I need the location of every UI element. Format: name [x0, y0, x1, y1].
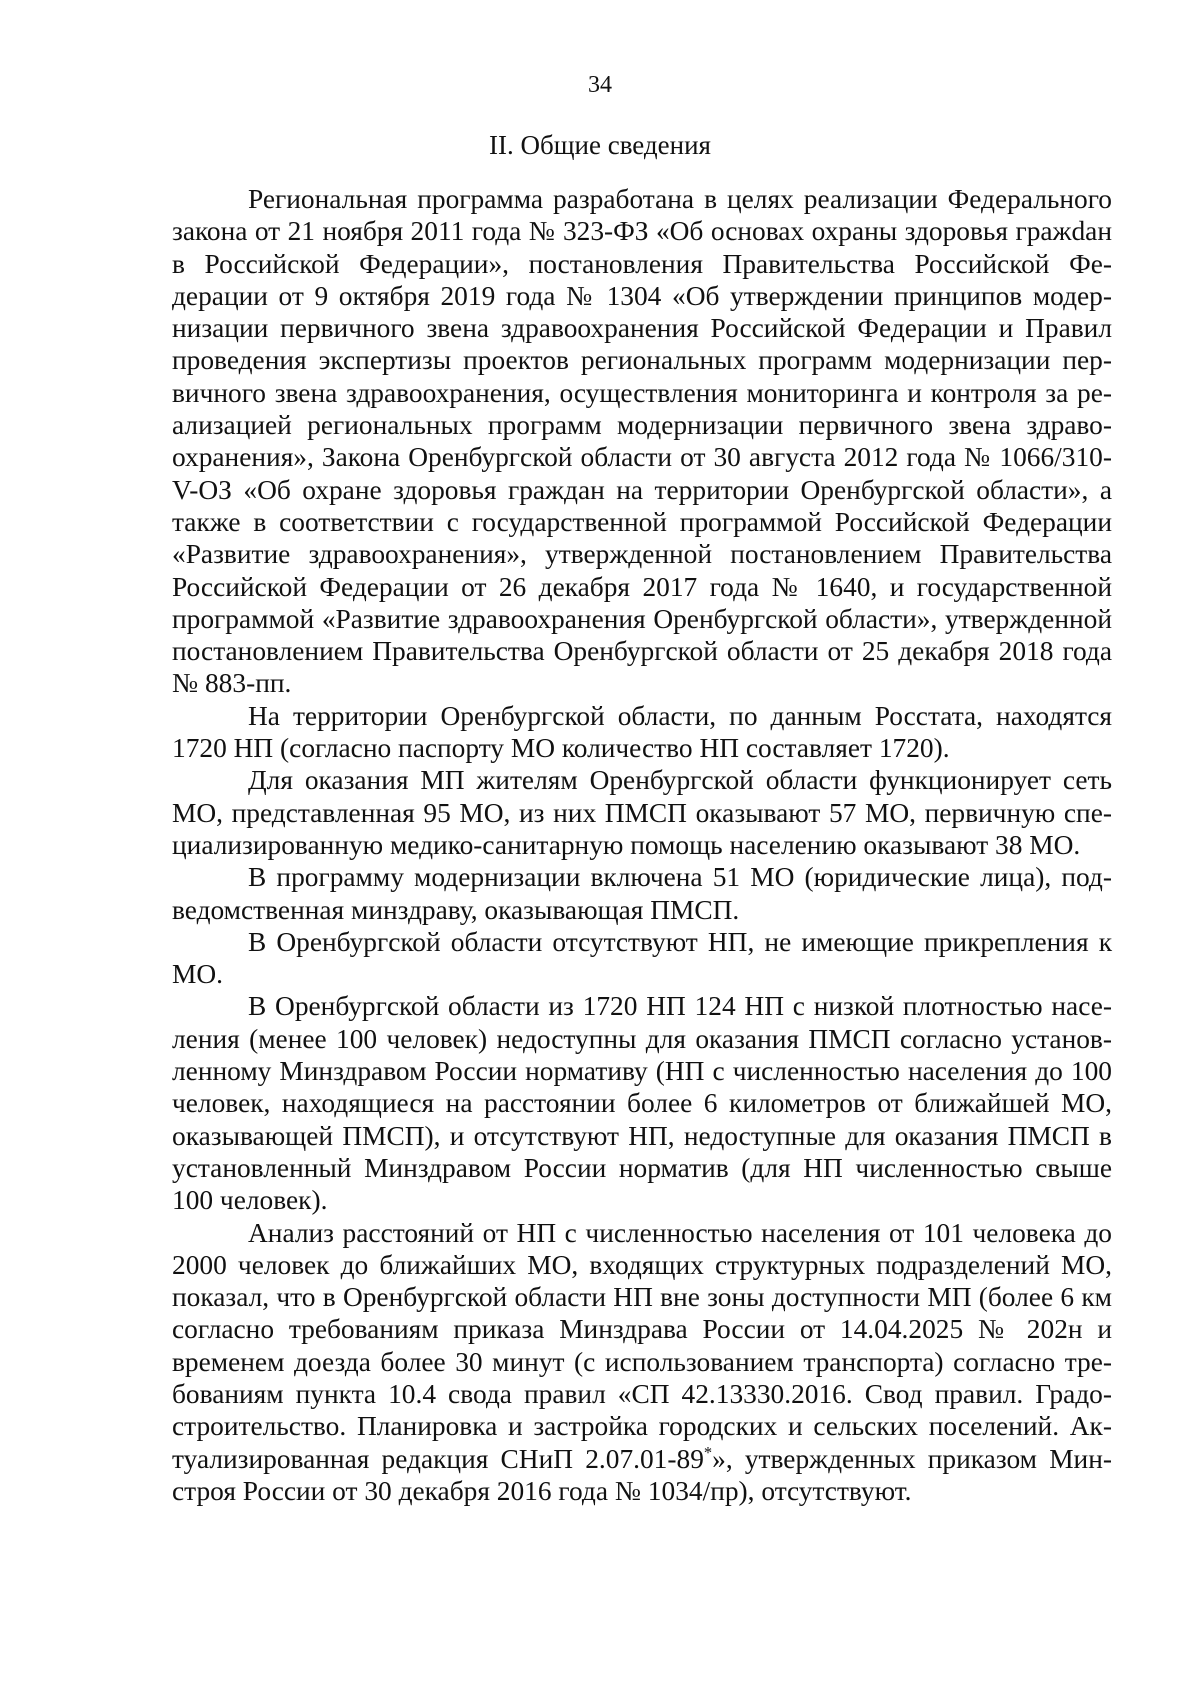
paragraph-distance-analysis — [172, 1217, 1112, 1508]
paragraph-medical-network: Для оказания МП жителям Оренбургской области функционирует сеть МО, представленная 95 МО, из них ПМСП оказывают 57 МО, первичную специализированную медико-санитарную помощь населению оказывают 38 МО. — [172, 765, 1112, 860]
paragraph-low-density-settlements: В Оренбургской области из 1720 НП 124 НП с низкой плотностью населения (менее 100 человек) недоступны для оказания ПМСП согласно установленному Минздравом России нормативу (НП с численностью населения до 100 человек, находящиеся на расстоянии более 6 километров от ближайшей МО, оказывающей ПМСП), и отсутствуют НП, недоступные для оказания ПМСП в установленный Минздравом России норматив (для НП численностью свыше 100 человек). — [172, 991, 1112, 1216]
distance-analysis-text-end: », утвержденных приказом Минстроя России от 30 декабря 2016 года № 1034/пр), отсутствуют. — [172, 1443, 1112, 1506]
document-body — [172, 183, 1112, 1507]
footnote-marker: * — [703, 1442, 713, 1462]
section-title: II. Общие сведения — [489, 130, 711, 160]
paragraph-settlements-count: На территории Оренбургской области, по данным Росстата, находятся 1720 НП (согласно паспорту МО количество НП составляет 1720). — [172, 700, 1112, 764]
distance-analysis-text-start: Анализ расстояний от НП с численностью населения от 101 человека до 2000 человек до ближайших МО, входящих структурных подразделений МО, показал, что в Оренбургской области НП вне зоны доступности МП (более 6 км согласно требованиям приказа Минздрава России от 14.04.2025 № 202н и временем доезда более 30 минут (с использованием транспорта) согласно требованиям пункта 10.4 свода правил «СП 42.13330.2016. Свод правил. Градостроительство. Планировка и застройка городских и сельских поселений. Актуализированная редакция СНиП 2.07.01-89 — [172, 1217, 1112, 1474]
paragraph-program-basis: Региональная программа разработана в целях реализации Федерального закона от 21 ноября 2011 года № 323-ФЗ «Об основах охраны здоровья гражdан в Российской Федерации», постановления Правительства Российской Федерации от 9 октября 2019 года № 1304 «Об утверждении принципов модернизации первичного звена здравоохранения Российской Федерации и Правил проведения экспертизы проектов региональных программ модернизации первичного звена здравоохранения, осуществления мониторинга и контроля за реализацией региональных программ модернизации первичного звена здравоохранения», Закона Оренбургской области от 30 августа 2012 года № 1066/310-V-ОЗ «Об охране здоровья граждан на территории Оренбургской области», а также в соответствии с государственной программой Российской Федерации «Развитие здравоохранения», утвержденной постановлением Правительства Российской Федерации от 26 декабря 2017 года № 1640, и государственной программой «Развитие здравоохранения Оренбургской области», утвержденной постановлением Правительства Оренбургской области от 25 декабря 2018 года № 883-пп. — [172, 184, 1112, 699]
page-number: 34 — [588, 72, 612, 98]
paragraph-attachment: В Оренбургской области отсутствуют НП, не имеющие прикрепления к МО. — [172, 926, 1112, 990]
paragraph-modernization-scope: В программу модернизации включена 51 МО (юридические лица), подведомственная минздраву, оказывающая ПМСП. — [172, 862, 1112, 925]
